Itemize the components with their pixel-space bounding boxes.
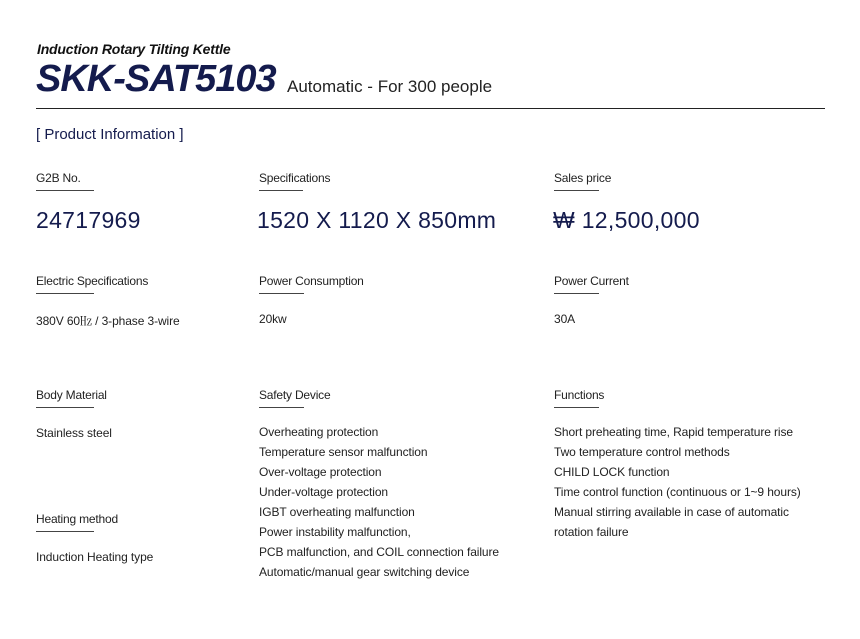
- specifications-label-group: [259, 171, 330, 191]
- section-title: [ Product Information ]: [36, 126, 184, 143]
- electric-specs-value: 380V 60㎐ / 3-phase 3-wire: [36, 314, 180, 328]
- label-underline: [259, 293, 304, 294]
- body-material-label: Body Material: [36, 388, 107, 402]
- label-underline: [259, 190, 303, 191]
- list-item: IGBT overheating malfunction: [259, 505, 415, 519]
- sales-price-label: Sales price: [554, 171, 612, 185]
- label-underline: [36, 531, 94, 532]
- heating-method-value: Induction Heating type: [36, 550, 154, 564]
- list-item: rotation failure: [554, 525, 629, 539]
- g2b-label-group: [36, 171, 94, 191]
- list-item: Automatic/manual gear switching device: [259, 565, 470, 579]
- specifications-value: 1520 X 1120 X 850mm: [257, 207, 497, 233]
- header-divider: [36, 108, 825, 109]
- label-underline: [554, 190, 599, 191]
- label-underline: [259, 407, 304, 408]
- list-item: Over-voltage protection: [259, 465, 382, 479]
- label-underline: [554, 407, 599, 408]
- body-material-value: Stainless steel: [36, 426, 112, 440]
- functions-list: [554, 422, 801, 542]
- list-item: Manual stirring available in case of automatic: [554, 505, 789, 519]
- model-description: Automatic - For 300 people: [287, 77, 493, 96]
- body-material-label-group: [36, 388, 107, 408]
- safety-device-label-group: [259, 388, 330, 408]
- label-underline: [554, 293, 599, 294]
- power-current-label: Power Current: [554, 274, 629, 288]
- electric-specs-label-group: [36, 274, 148, 294]
- power-current-label-group: [554, 274, 629, 294]
- power-consumption-label-group: [259, 274, 364, 294]
- safety-device-label: Safety Device: [259, 388, 331, 402]
- g2b-label: G2B No.: [36, 171, 81, 185]
- label-underline: [36, 407, 94, 408]
- specifications-label: Specifications: [259, 171, 331, 185]
- list-item: PCB malfunction, and COIL connection failure: [259, 545, 499, 559]
- sales-price-label-group: [554, 171, 611, 191]
- g2b-value: 24717969: [36, 207, 141, 233]
- model-number: SKK-SAT5103: [36, 58, 276, 100]
- list-item: Power instability malfunction,: [259, 525, 411, 539]
- safety-device-list: [259, 422, 499, 582]
- list-item: CHILD LOCK function: [554, 465, 670, 479]
- power-consumption-label: Power Consumption: [259, 274, 364, 288]
- heating-method-label: Heating method: [36, 512, 118, 526]
- list-item: Overheating protection: [259, 425, 379, 439]
- list-item: Two temperature control methods: [554, 445, 730, 459]
- list-item: Short preheating time, Rapid temperature rise: [554, 425, 793, 439]
- list-item: Under-voltage protection: [259, 485, 389, 499]
- label-underline: [36, 190, 94, 191]
- sales-price-value: ₩ 12,500,000: [553, 207, 700, 233]
- list-item: Temperature sensor malfunction: [259, 445, 428, 459]
- label-underline: [36, 293, 94, 294]
- functions-label: Functions: [554, 388, 605, 402]
- functions-label-group: [554, 388, 604, 408]
- power-current-value: 30A: [554, 312, 576, 326]
- heating-method-label-group: [36, 512, 118, 532]
- product-subtitle: Induction Rotary Tilting Kettle: [37, 41, 231, 57]
- power-consumption-value: 20kw: [259, 312, 287, 326]
- electric-specs-label: Electric Specifications: [36, 274, 149, 288]
- list-item: Time control function (continuous or 1~9 hours): [554, 485, 801, 499]
